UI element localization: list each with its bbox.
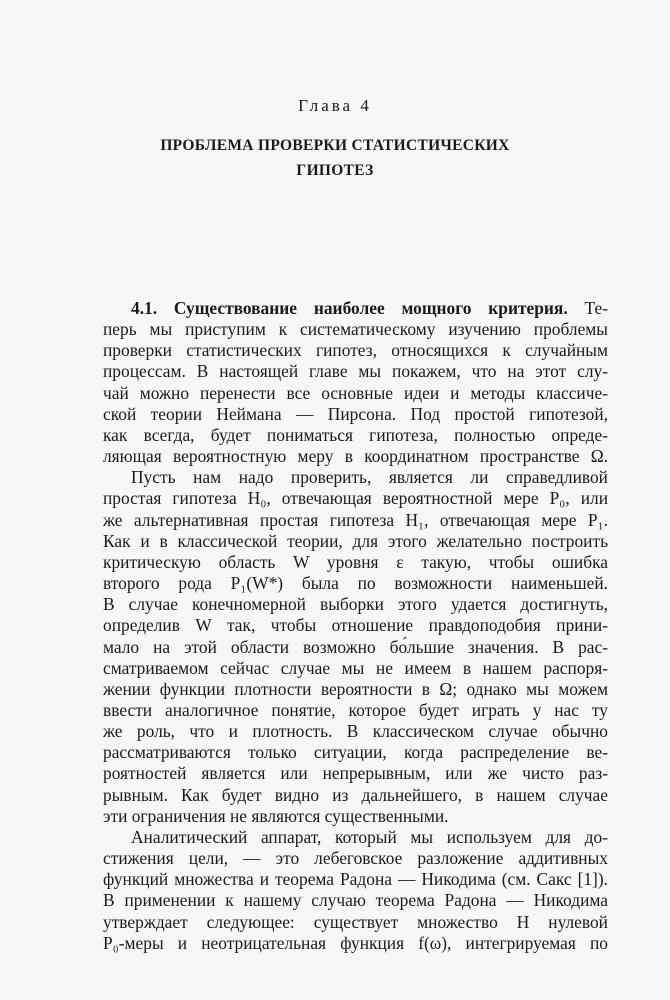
text-line: чай можно перенести все основные идеи и методы классиче- <box>103 382 608 403</box>
chapter-label: Глава 4 <box>298 96 372 115</box>
text-line: критическую область W уровня ε такую, чтобы ошибка <box>103 551 608 572</box>
text-line: рывным. Как будет видно из дальнейшего, в нашем случае <box>103 784 608 805</box>
section-heading: 4.1. Существование наиболее мощного критерия. <box>131 298 568 318</box>
text-line: В случае конечномерной выборки этого удается достигнуть, <box>103 594 608 615</box>
text-line <box>103 298 608 319</box>
text-line: жении функции плотности вероятности в Ω; однако мы можем <box>103 678 608 699</box>
text-line: P₀-меры и неотрицательная функция f(ω), интегрируемая по <box>103 932 608 953</box>
text-line: определив W так, чтобы отношение правдоподобия прини- <box>103 615 608 636</box>
text-line: рассматриваются только ситуации, когда распределение ве- <box>103 742 608 763</box>
text-line: Аналитический аппарат, который мы используем для до- <box>131 826 608 847</box>
text-line: Как и в классической теории, для этого желательно построить <box>103 530 608 551</box>
text-line: функций множества и теорема Радона — Никодима (см. Сакс [1]). <box>103 869 608 890</box>
text-line: простая гипотеза H₀, отвечающая вероятностной мере P₀, или <box>103 488 608 509</box>
text-line: Пусть нам надо проверить, является ли справедливой <box>131 467 608 488</box>
text-line: В применении к нашему случаю теорема Радона — Никодима <box>103 890 608 911</box>
text-line: перь мы приступим к систематическому изучению проблемы <box>103 319 608 340</box>
text-line: второго рода P₁(W*) была по возможности наименьшей. <box>103 573 608 594</box>
text-line: же роль, что и плотность. В классическом случае обычно <box>103 721 608 742</box>
chapter-title <box>0 133 670 183</box>
paragraph <box>103 827 608 954</box>
paragraph <box>103 467 608 827</box>
text-fragment: Те- <box>567 298 608 318</box>
chapter-title-line: ГИПОТЕЗ <box>296 162 374 179</box>
text-line: роятностей является или непрерывным, или же чисто раз- <box>103 763 608 784</box>
text-line: эти ограничения не являются существенными. <box>103 805 449 826</box>
text-line: сматриваемом сейчас случае мы не имеем в нашем распоря- <box>103 657 608 678</box>
text-line: стижения цели, — это лебеговское разложение аддитивных <box>103 848 608 869</box>
text-line: мало на этой области возможно бо́льшие значения. В рас- <box>103 636 608 657</box>
text-line: процессам. В настоящей главе мы покажем, что на этот слу- <box>103 361 608 382</box>
text-line: проверки статистических гипотез, относящихся к случайным <box>103 340 608 361</box>
chapter-title-line: ПРОБЛЕМА ПРОВЕРКИ СТАТИСТИЧЕСКИХ <box>160 137 510 154</box>
text-line: как всегда, будет пониматься гипотеза, полностью опреде- <box>103 424 608 445</box>
paragraph <box>103 298 608 467</box>
text-line: утверждает следующее: существует множество H нулевой <box>103 911 608 932</box>
text-line: ввести аналогичное понятие, которое будет играть у нас ту <box>103 699 608 720</box>
text-line: ляющая вероятностную меру в координатном пространстве Ω. <box>103 446 608 467</box>
text-line: же альтернативная простая гипотеза H₁, отвечающая мере P₁. <box>103 509 608 530</box>
text-line: ской теории Неймана — Пирсона. Под простой гипотезой, <box>103 403 608 424</box>
body-text <box>103 298 608 954</box>
